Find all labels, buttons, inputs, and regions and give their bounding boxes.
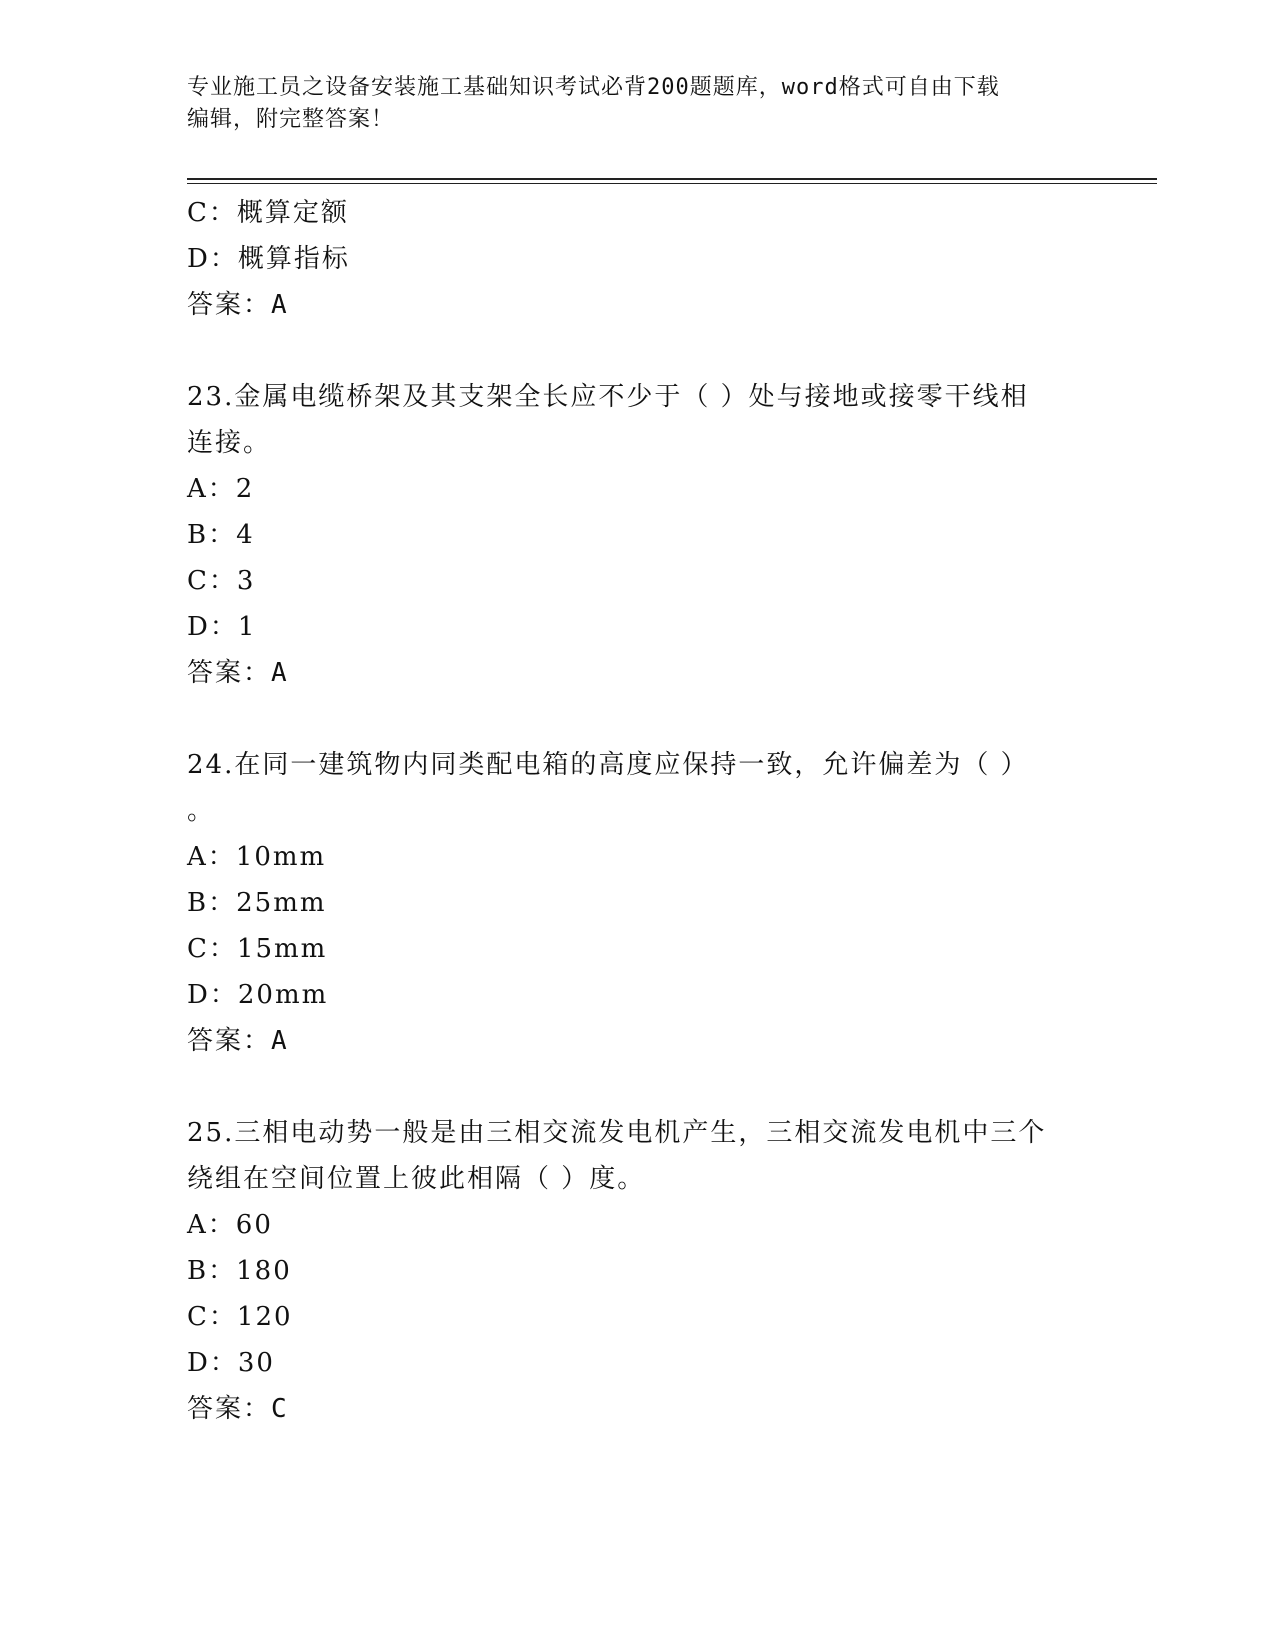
question-23-block xyxy=(187,374,1157,696)
answer-line: 答案：A xyxy=(187,290,289,320)
option-a xyxy=(187,466,1157,512)
option-c xyxy=(187,190,1157,236)
question-text-line-1: 金属电缆桥架及其支架全长应不少于（ ）处与接地或接零干线相 xyxy=(234,382,1029,412)
question-text-line-1: 在同一建筑物内同类配电箱的高度应保持一致，允许偏差为（ ） xyxy=(234,750,1029,780)
option-label: A： xyxy=(187,1210,236,1240)
header-line-2: 编辑，附完整答案！ xyxy=(187,107,395,132)
option-text: 120 xyxy=(236,1302,293,1332)
option-text: 15mm xyxy=(236,934,328,964)
option-d xyxy=(187,236,1157,282)
option-text: 10mm xyxy=(235,842,327,872)
spacer xyxy=(187,1064,1157,1110)
question-number: 23. xyxy=(187,382,235,412)
header-divider-bottom xyxy=(187,183,1157,184)
answer-line: 答案：A xyxy=(187,1026,289,1056)
question-text-line-2: 连接。 xyxy=(187,428,272,458)
option-text: 概算指标 xyxy=(237,244,350,274)
answer-line: 答案：C xyxy=(187,1394,289,1424)
option-a xyxy=(187,1202,1157,1248)
option-a xyxy=(187,834,1157,880)
option-text: 3 xyxy=(236,566,256,596)
prev-question-block xyxy=(187,190,1157,328)
option-c xyxy=(187,1294,1157,1340)
option-d xyxy=(187,972,1157,1018)
question-text-line-2: 绕组在空间位置上彼此相隔（ ）度。 xyxy=(187,1164,646,1194)
option-text: 概算定额 xyxy=(236,198,349,228)
question-text-line-2: 。 xyxy=(187,796,216,826)
questions-content xyxy=(187,190,1157,1432)
header-divider-top xyxy=(187,178,1157,180)
option-text: 2 xyxy=(235,474,255,504)
document-header xyxy=(187,72,1087,136)
question-number: 24. xyxy=(187,750,235,780)
header-line-1: 专业施工员之设备安装施工基础知识考试必背200题题库，word格式可自由下载 xyxy=(187,75,1000,100)
answer-line: 答案：A xyxy=(187,658,289,688)
option-text: 25mm xyxy=(236,888,327,918)
option-d xyxy=(187,604,1157,650)
document-page xyxy=(187,0,1157,1650)
option-label: D： xyxy=(187,980,238,1010)
option-label: D： xyxy=(187,244,238,274)
option-text: 20mm xyxy=(237,980,329,1010)
question-stem xyxy=(187,374,1087,466)
question-stem xyxy=(187,1110,1087,1202)
spacer xyxy=(187,328,1157,374)
option-text: 30 xyxy=(237,1348,275,1378)
option-label: B： xyxy=(187,520,237,550)
question-number: 25. xyxy=(187,1118,235,1148)
question-25-block xyxy=(187,1110,1157,1432)
spacer xyxy=(187,696,1157,742)
question-stem xyxy=(187,742,1087,834)
option-b xyxy=(187,1248,1157,1294)
option-label: D： xyxy=(187,612,238,642)
option-c xyxy=(187,926,1157,972)
option-label: C： xyxy=(187,198,237,228)
option-label: D： xyxy=(187,1348,238,1378)
question-24-block xyxy=(187,742,1157,1064)
option-label: B： xyxy=(187,888,237,918)
option-d xyxy=(187,1340,1157,1386)
option-label: A： xyxy=(187,474,236,504)
option-label: B： xyxy=(187,1256,237,1286)
option-b xyxy=(187,880,1157,926)
option-label: A： xyxy=(187,842,236,872)
question-text-line-1: 三相电动势一般是由三相交流发电机产生，三相交流发电机中三个 xyxy=(234,1118,1047,1148)
option-label: C： xyxy=(187,934,237,964)
option-text: 60 xyxy=(235,1210,273,1240)
option-c xyxy=(187,558,1157,604)
option-b xyxy=(187,512,1157,558)
option-label: C： xyxy=(187,566,237,596)
option-text: 4 xyxy=(236,520,255,550)
option-text: 180 xyxy=(236,1256,292,1286)
option-label: C： xyxy=(187,1302,237,1332)
option-text: 1 xyxy=(237,612,257,642)
